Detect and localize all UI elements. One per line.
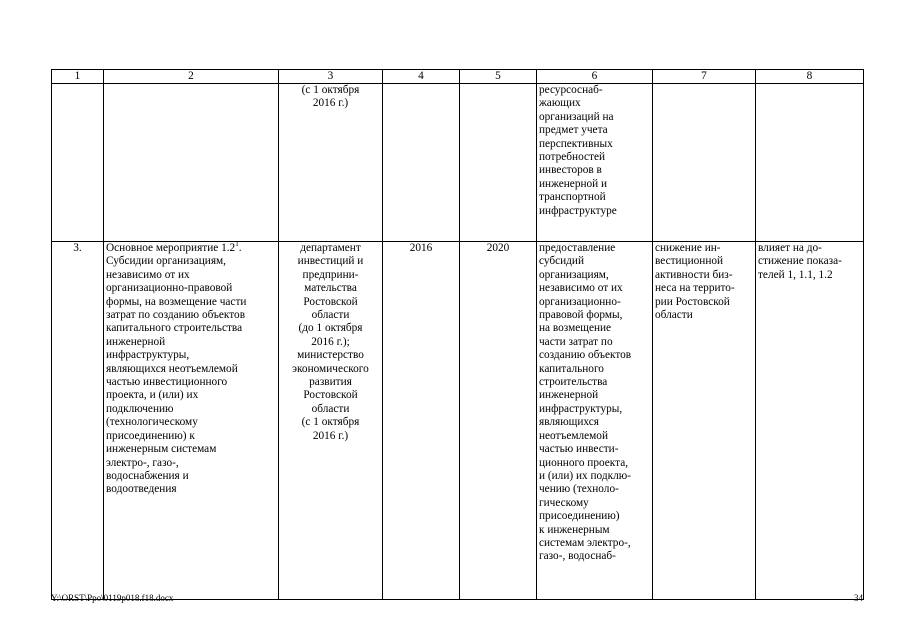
table-row [52, 84, 864, 242]
table-row [52, 242, 864, 600]
page-number: 34 [854, 593, 863, 603]
end-year-cell [460, 84, 537, 242]
footer-file-path: Y:\ORST\Ppo\0119p018.f18.docx [51, 593, 174, 603]
start-year-cell [383, 84, 460, 242]
indicator-link-cell: влияет на до- стижение показа- телей 1, 1.1, 1.2 [756, 242, 864, 600]
end-year-cell: 2020 [460, 242, 537, 600]
executor-cell: департамент инвестиций и предприни- мательства Ростовской области (до 1 октября 2016 г.); министерство экономического развития Ростовской области (с 1 октября 2016 г.) [279, 242, 383, 600]
measures-table [51, 69, 864, 600]
measure-cell [104, 84, 279, 242]
column-number: 4 [383, 70, 460, 84]
footnote-mark: 1 [235, 240, 239, 249]
consequence-cell: снижение ин- вестиционной активности биз- неса на террито- рии Ростовской области [653, 242, 756, 600]
column-number: 1 [52, 70, 104, 84]
column-number: 5 [460, 70, 537, 84]
consequence-cell [653, 84, 756, 242]
measure-cell [104, 242, 279, 600]
column-number: 8 [756, 70, 864, 84]
column-number: 3 [279, 70, 383, 84]
measure-title-dot: . [238, 242, 242, 254]
measure-title: Основное мероприятие 1.2 [106, 242, 236, 254]
column-number-row [52, 70, 864, 84]
start-year-cell: 2016 [383, 242, 460, 600]
executor-cell: (с 1 октября 2016 г.) [279, 84, 383, 242]
measure-description: Субсидии организациям, независимо от их организационно-правовой формы, на возмещение части затрат по созданию объектов капитального строительства инженерной инфраструктуры, являющихся неотъемлемой частью инвестиционного проекта, и (или) их подключению (технологическому присоединению) к инженерным системам электро-, газо-, водоснабжения и водоотведения [106, 255, 247, 496]
result-cell: ресурсоснаб- жающих организаций на предмет учета перспективных потребностей инвесторов в инженерной и транспортной инфраструктуре [537, 84, 653, 242]
number-cell: 3. [52, 242, 104, 600]
result-cell: предоставление субсидий организациям, независимо от их организационно- правовой формы, на возмещение части затрат по созданию объектов капитального строительства инженерной инфраструктуры, являющихся неотъемлемой частью инвести- ционного проекта, и (или) их подклю- чению (техноло- гическому присоединению) к инженерным системам электро-, газо-, водоснаб- [537, 242, 653, 600]
column-number: 2 [104, 70, 279, 84]
number-cell [52, 84, 104, 242]
indicator-link-cell [756, 84, 864, 242]
column-number: 7 [653, 70, 756, 84]
column-number: 6 [537, 70, 653, 84]
